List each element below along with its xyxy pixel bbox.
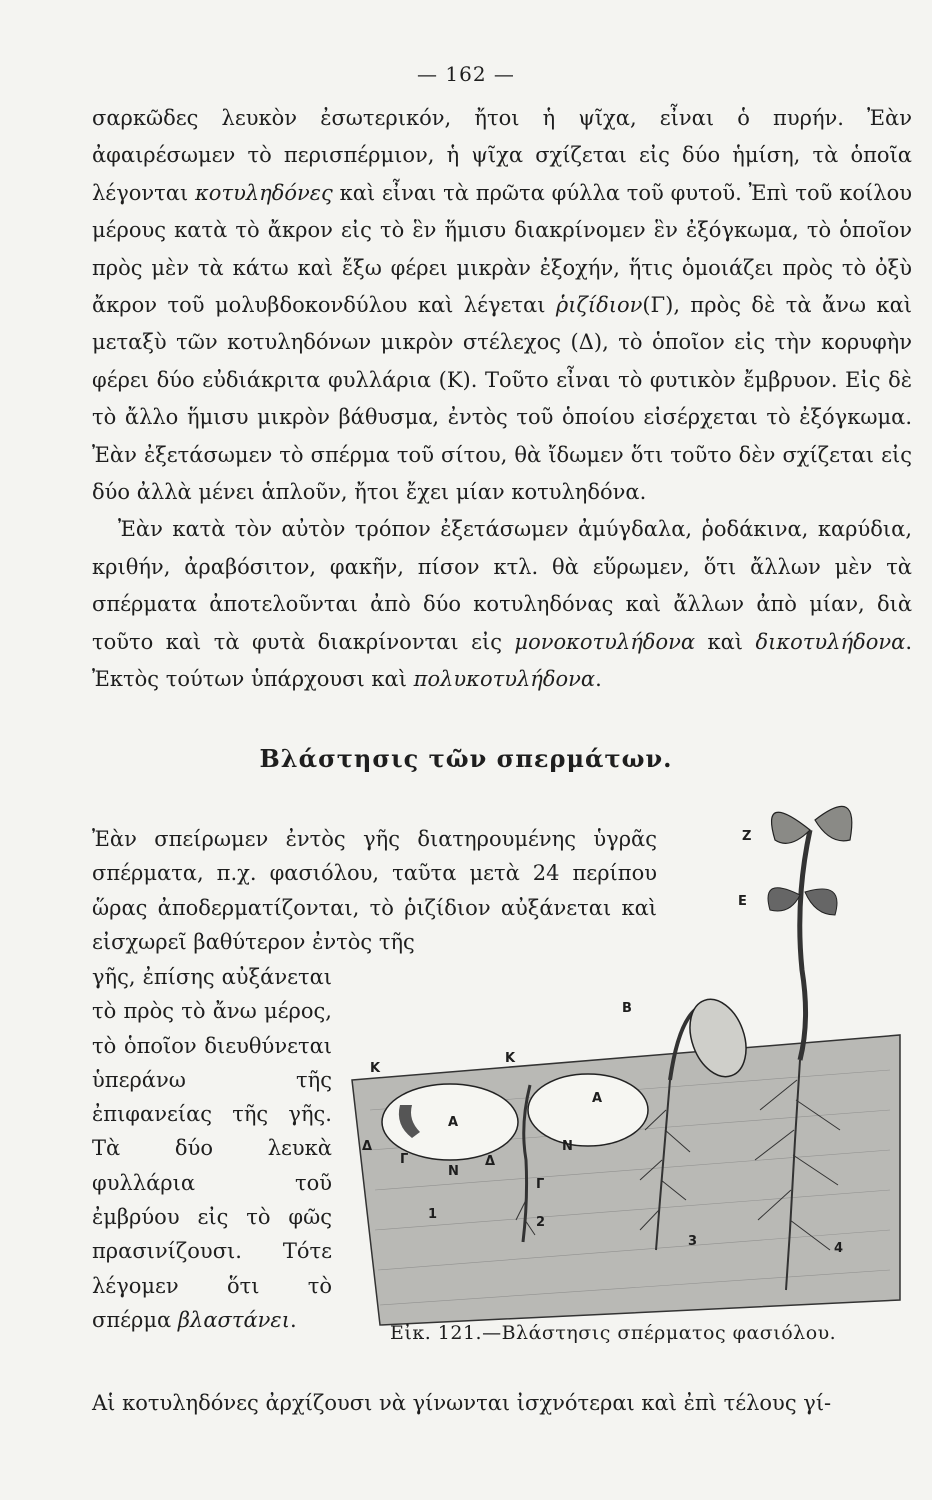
paragraph-1b-text: καὶ εἶναι τὰ πρῶτα φύλλα τοῦ φυτοῦ. Ἐπὶ τοῦ κοίλου μέρους κατὰ τὸ ἄκρον εἰς τὸ ἓν ἥμισυ διακρίνομεν ἓν ἐξόγκωμα, τὸ ὁποῖον πρὸς μὲν τὰ κάτω καὶ ἔξω φέρει μικρὰν ἐξοχήν, ἥτις ὁμοιάζει πρὸς τὸ ὀξὺ ἄκρον τοῦ μολυβδοκονδύλου καὶ λέγεται <box>92 180 912 318</box>
label-num-3: 3 <box>688 1234 698 1249</box>
germination-figure <box>340 780 920 1350</box>
label-G2: Γ <box>536 1177 545 1192</box>
seedling-4-stem <box>800 830 810 1060</box>
paragraph-2b-text: . Ἐκτὸς τούτων ὑπάρχουσι καὶ <box>92 629 912 692</box>
label-Z: Ζ <box>742 829 752 844</box>
label-K2: Κ <box>505 1051 516 1066</box>
label-A2: Α <box>592 1091 603 1106</box>
label-E: Ε <box>738 894 747 909</box>
paragraph-1c-text: (Γ), πρὸς δὲ τὰ ἄνω καὶ μεταξὺ τῶν κοτυληδόνων μικρὸν στέλεχος (Δ), τὸ ὁποῖον εἰς τὴν κορυφὴν φέρει δύο εὐδιάκριτα φυλλάρια (Κ). Τοῦτο εἶναι τὸ φυτικὸν ἔμβρυον. Εἰς δὲ τὸ ἄλλο ἥμισυ μικρὸν βάθυσμα, ἐντὸς τοῦ ὁποίου εἰσέρχεται τὸ ἐξόγκωμα. Ἐὰν ἐξετάσωμεν τὸ σπέρμα τοῦ σίτου, θὰ ἴδωμεν ὅτι τοῦτο δὲν σχίζεται εἰς δύο ἀλλὰ μένει ἁπλοῦν, ἤτοι ἔχει μίαν κοτυληδόνα. <box>92 293 912 505</box>
label-D1: Δ <box>362 1139 373 1154</box>
page-number: — 162 — <box>417 62 515 86</box>
label-B: Β <box>622 1001 632 1016</box>
label-N2: Ν <box>562 1139 573 1154</box>
label-num-4: 4 <box>834 1241 844 1256</box>
term-blastanei: βλαστάνει <box>177 1307 290 1332</box>
paragraph-1 <box>92 100 912 511</box>
paragraph-3b <box>92 960 332 1337</box>
seedling-4-cotyledon-left <box>768 888 800 911</box>
figure-caption: Εἰκ. 121.—Βλάστησις σπέρματος φασιόλου. <box>390 1322 837 1344</box>
seed-2-cotyledon <box>528 1074 648 1146</box>
term-kotylidones: κοτυληδόνες <box>195 180 333 205</box>
paragraph-2 <box>92 511 912 698</box>
paragraph-1-text: σαρκῶδες λευκὸν ἐσωτερικόν, ἤτοι ἡ ψῖχα, εἶναι ὁ πυρήν. Ἐὰν ἀφαιρέσωμεν τὸ περισπέρμιον, ἡ ψῖχα σχίζεται εἰς δύο ἡμίση, τὰ ὁποῖα λέγονται <box>92 106 912 205</box>
paragraph-3: Ἐὰν σπείρωμεν ἐντὸς γῆς διατηρουμένης ὑγρᾶς σπέρματα, π.χ. φασιόλου, ταῦτα μετὰ 24 περίπου ὥρας ἀποδερματίζονται, τὸ ῥιζίδιον αὐξάνεται καὶ εἰσχωρεῖ βαθύτερον ἐντὸς τῆς <box>92 827 657 955</box>
soil-block <box>352 1035 900 1325</box>
label-D2: Δ <box>485 1154 496 1169</box>
seedling-4-leaf-left <box>772 812 810 843</box>
section-heading: Βλάστησις τῶν σπερμάτων. <box>259 744 673 773</box>
term-dikotyledona: δικοτυλήδονα <box>755 629 906 654</box>
label-G1: Γ <box>400 1152 409 1167</box>
paragraph-4: Αἱ κοτυληδόνες ἀρχίζουσι νὰ γίνωνται ἰσχνότεραι καὶ ἐπὶ τέλους γί- <box>92 1391 832 1415</box>
seedling-4-leaf-right <box>815 806 852 840</box>
label-K1: Κ <box>370 1061 381 1076</box>
label-num-1: 1 <box>428 1207 438 1222</box>
paragraph-3b-text: γῆς, ἐπίσης αὐξάνεται τὸ πρὸς τὸ ἄνω μέρος, τὸ ὁποῖον διευθύνεται ὑπεράνω τῆς ἐπιφανείας τῆς γῆς. Τὰ δύο λευκὰ φυλλάρια τοῦ ἐμβρύου εἰς τὸ φῶς πρασινίζουσι. Τότε λέγομεν ὅτι τὸ σπέρμα <box>92 965 332 1332</box>
period-2: . <box>289 1307 297 1332</box>
label-num-2: 2 <box>536 1215 546 1230</box>
and-word: καὶ <box>707 629 744 654</box>
period: . <box>595 667 602 692</box>
paragraph-2-text: Ἐὰν κατὰ τὸν αὐτὸν τρόπον ἐξετάσωμεν ἀμύγδαλα, ῥοδάκινα, καρύδια, κριθήν, ἀραβόσιτον, φακῆν, πίσον κτλ. θὰ εὕρωμεν, ὅτι ἄλλων μὲν τὰ σπέρματα ἀποτελοῦνται ἀπὸ δύο κοτυληδόνας καὶ ἄλλων ἀπὸ μίαν, διὰ τοῦτο καὶ τὰ φυτὰ διακρίνονται εἰς <box>92 517 912 654</box>
term-rizidion: ῥιζίδιον <box>555 293 643 318</box>
label-A1: Α <box>448 1115 459 1130</box>
term-monokotyledona: μονοκοτυλήδονα <box>514 629 696 654</box>
label-N1: Ν <box>448 1164 459 1179</box>
main-text-block <box>92 100 912 699</box>
term-polykotyledona: πολυκοτυλήδονα <box>413 667 596 692</box>
seedling-4-cotyledon-right <box>805 889 837 915</box>
germination-illustration <box>340 780 920 1350</box>
